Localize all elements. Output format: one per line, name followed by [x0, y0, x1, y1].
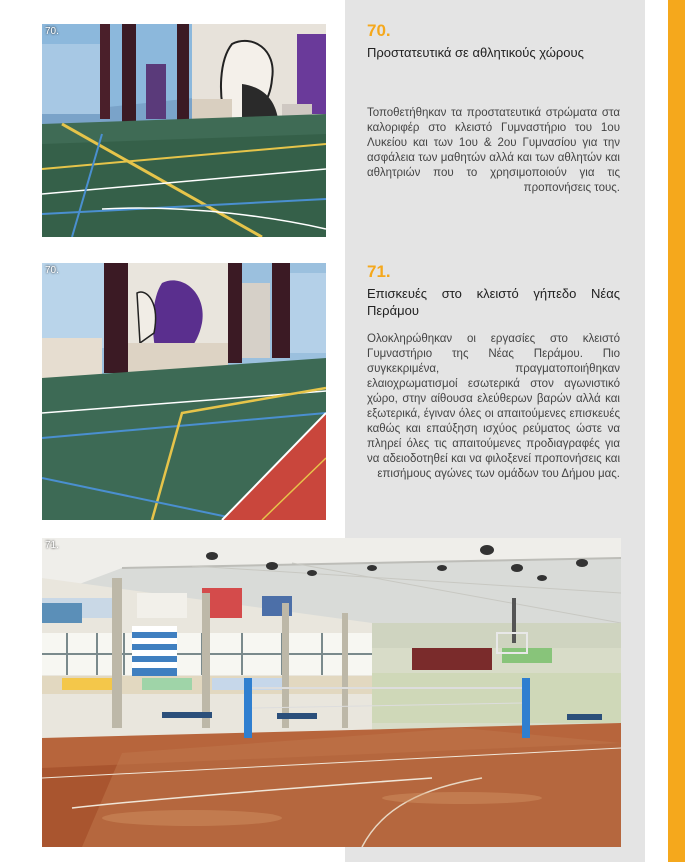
gym-photo-protective-mats [42, 24, 326, 237]
orange-edge-strip [668, 0, 685, 862]
section-70-title: Προστατευτικά σε αθλητικούς χώρους [367, 45, 584, 60]
gym-photo-padded-radiators [42, 263, 326, 520]
photo-caption-70a: 70. [45, 26, 59, 37]
section-71-number: 71. [367, 262, 391, 281]
photo-caption-71: 71. [45, 540, 59, 551]
section-70-body: Τοποθετήθηκαν τα προστατευτικά στρώματα στα καλοριφέρ στο κλειστό Γυμναστήριο του 1ου Λυκείου και των 1ου & 2ου Γυμνασίου για την ασφάλεια των μαθητών αλλά και των αθλητών και αθλητριών που το χρησιμοποιούν για τις προπονήσεις τους. [367, 107, 620, 194]
section-71-title: Επισκευές στο κλειστό γήπεδο Νέας Περάμου [367, 286, 620, 318]
gym-photo-nea-peramos-hall [42, 538, 621, 847]
photo-caption-70b: 70. [45, 265, 59, 276]
section-70-number: 70. [367, 21, 391, 40]
section-71-body: Ολοκληρώθηκαν οι εργασίες στο κλειστό Γυμναστήριο της Νέας Περάμου. Πιο συγκεκριμένα, πραγματοποιήθηκαν ελαιοχρωματισμοί εσωτερικά στον αγωνιστικό χώρο, στην αίθουσα ελεύθερων βαρών αλλά και εξωτερικά, έγιναν όλες οι απαιτούμενες επισκευές καθώς και επαύξηση ισχύος ρεύματος ώστε να πληρεί όλες τις απαιτούμενες προδιαγραφές για να αδειοδοτηθεί και να φιλοξενεί προπονήσεις και επισήμους αγώνες των ομάδων του Δήμου μας. [367, 333, 620, 480]
